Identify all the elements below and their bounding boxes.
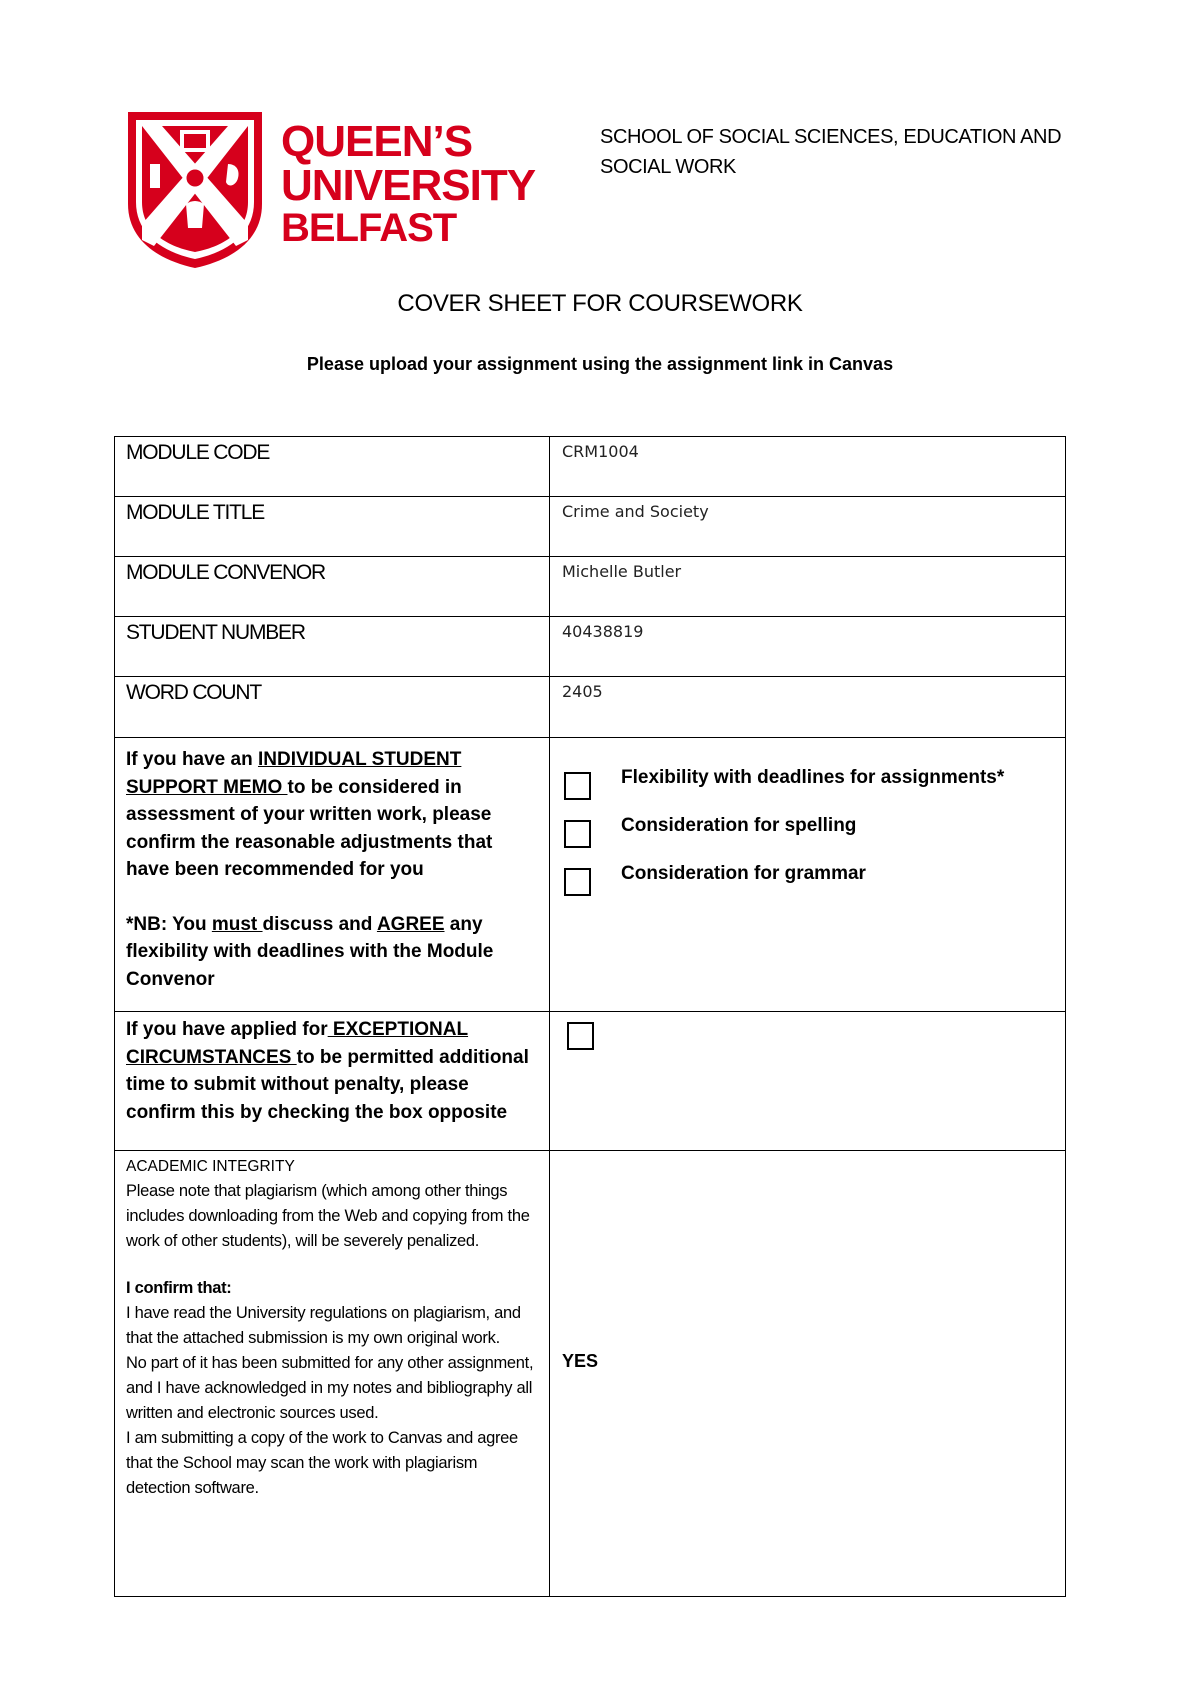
table-row	[115, 557, 1066, 617]
checkbox-label: Consideration for grammar	[621, 863, 866, 884]
academic-integrity-cell	[115, 1151, 550, 1597]
confirm-statement-1: I have read the University regulations on plagiarism, and that the attached submission is my own original work.	[126, 1304, 521, 1347]
page-title: COVER SHEET FOR COURSEWORK	[397, 290, 803, 317]
module-convenor-value[interactable]: Michelle Butler	[550, 557, 1066, 617]
cover-sheet-table	[114, 436, 1066, 1597]
table-row	[115, 1151, 1066, 1597]
module-code-value[interactable]: CRM1004	[550, 437, 1066, 497]
exceptional-circumstances-cell	[550, 1012, 1066, 1151]
word-count-value[interactable]: 2405	[550, 677, 1066, 738]
confirm-heading: I confirm that:	[126, 1279, 232, 1297]
table-row	[115, 437, 1066, 497]
checkbox-flexibility-deadlines[interactable]	[564, 772, 591, 800]
module-code-label-cell	[115, 437, 550, 497]
checkbox-grammar[interactable]	[564, 868, 591, 896]
university-crest-icon	[128, 112, 262, 268]
support-memo-label-cell	[115, 738, 550, 1012]
student-number-label-cell	[115, 617, 550, 677]
exceptional-circumstances-text: If you have applied for EXCEPTIONAL CIRCUMSTANCES to be permitted additional time to submit without penalty, please confirm this by checking the box opposite	[126, 1019, 529, 1123]
option-flexibility-deadlines[interactable]	[564, 766, 1065, 814]
field-label: MODULE TITLE	[126, 501, 265, 524]
school-name	[600, 122, 1100, 182]
checkbox-label: Flexibility with deadlines for assignments*	[621, 767, 1005, 788]
logo-wordmark-line3: BELFAST	[281, 206, 457, 250]
field-label: WORD COUNT	[126, 681, 261, 704]
option-grammar[interactable]	[564, 862, 1065, 910]
academic-integrity-heading: ACADEMIC INTEGRITY	[126, 1158, 295, 1175]
support-memo-link-text: INDIVIDUAL STUDENT SUPPORT MEMO	[126, 749, 462, 798]
adjustment-options-cell	[550, 738, 1066, 1012]
deadline-note: *NB: You must discuss and AGREE any flexibility with deadlines with the Module Convenor	[126, 913, 494, 990]
table-row	[115, 617, 1066, 677]
logo-wordmark-line2: UNIVERSITY	[281, 161, 536, 210]
table-row	[115, 738, 1066, 1012]
table-row	[115, 1012, 1066, 1151]
table-row	[115, 677, 1066, 738]
exceptional-circumstances-label-cell	[115, 1012, 550, 1151]
support-memo-text: If you have an INDIVIDUAL STUDENT SUPPORT MEMO to be considered in assessment of your written work, please confirm the reasonable adjustments that have been recommended for you	[126, 749, 493, 880]
module-title-label-cell	[115, 497, 550, 557]
school-name-line1: SCHOOL OF SOCIAL SCIENCES, EDUCATION AND	[600, 126, 1062, 148]
confirm-statement-2: No part of it has been submitted for any other assignment, and I have acknowledged in my notes and bibliography all written and electronic sources used.	[126, 1354, 534, 1422]
student-number-value[interactable]: 40438819	[550, 617, 1066, 677]
checkbox-spelling[interactable]	[564, 820, 591, 848]
university-logo	[128, 112, 558, 272]
confirm-statement-3: I am submitting a copy of the work to Canvas and agree that the School may scan the work with plagiarism detection software.	[126, 1429, 518, 1497]
field-label: STUDENT NUMBER	[126, 621, 305, 644]
field-label: MODULE CODE	[126, 441, 270, 464]
checkbox-exceptional-circumstances[interactable]	[567, 1022, 594, 1050]
field-label: MODULE CONVENOR	[126, 561, 326, 584]
upload-instruction: Please upload your assignment using the assignment link in Canvas	[306, 354, 894, 374]
module-convenor-label-cell	[115, 557, 550, 617]
integrity-answer[interactable]: YES	[562, 1350, 599, 1371]
option-spelling[interactable]	[564, 814, 1065, 862]
logo-wordmark-line1: QUEEN’S	[281, 117, 473, 166]
plagiarism-warning: Please note that plagiarism (which among other things includes downloading from the Web and copying from the work of other students), will be severely penalized.	[126, 1182, 530, 1250]
table-row	[115, 497, 1066, 557]
adjustment-options	[550, 738, 1065, 910]
word-count-label-cell	[115, 677, 550, 738]
school-name-line2: SOCIAL WORK	[600, 156, 736, 178]
checkbox-label: Consideration for spelling	[621, 815, 857, 836]
integrity-answer-cell	[550, 1151, 1066, 1597]
module-title-value[interactable]: Crime and Society	[550, 497, 1066, 557]
